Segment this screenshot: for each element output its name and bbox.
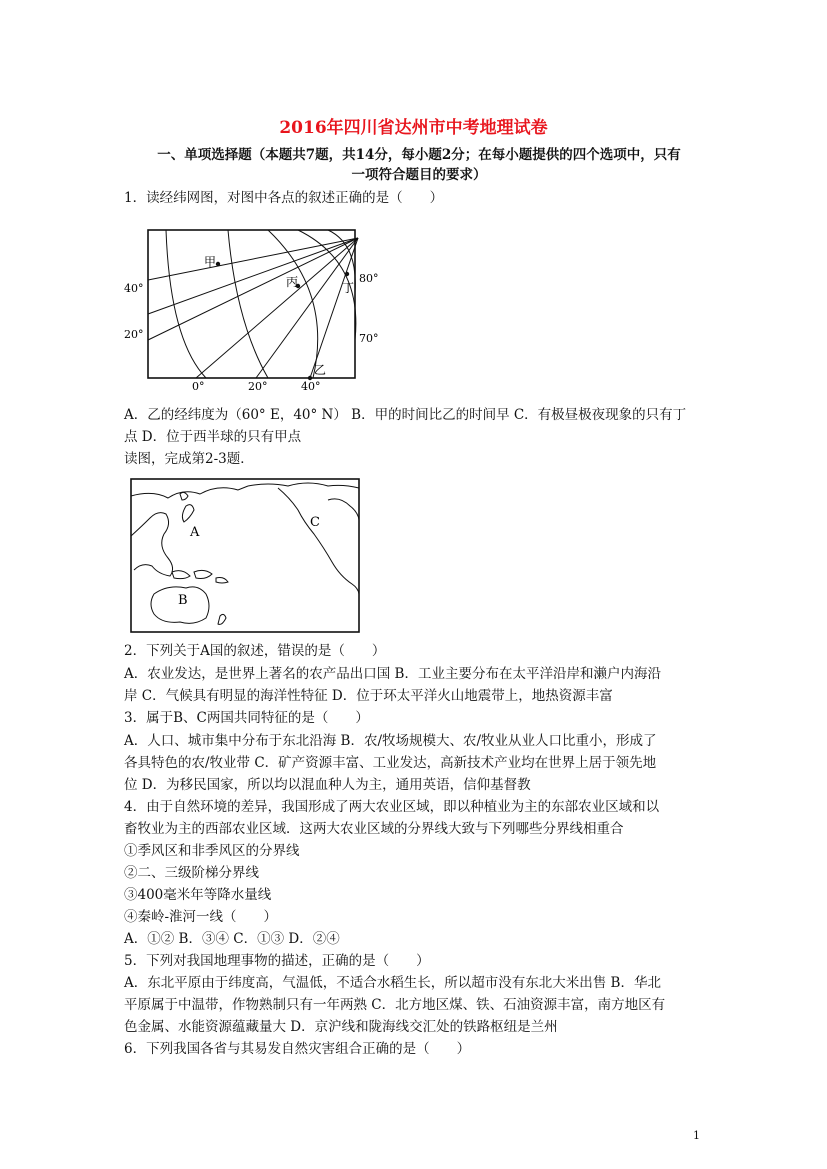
label-ding: 丁 [342, 281, 355, 295]
q1-options-line2: 点 D．位于西半球的只有甲点 [124, 429, 302, 445]
island-outline [194, 570, 212, 578]
section-heading-line2: 一项符合题目的要求） [351, 167, 487, 183]
q1-options-line1: A．乙的经纬度为（60° E，40° N） B．甲的时间比乙的时间早 C．有极昼极夜现象的只有丁 [124, 407, 687, 423]
parallel-arc [228, 230, 268, 378]
coast-detail [328, 499, 359, 520]
q6-stem: 6．下列我国各省与其易发自然灾害组合正确的是（ ） [124, 1041, 471, 1057]
point-jia [216, 262, 220, 266]
label-lat70: 70° [359, 332, 379, 345]
q5-options-line1: A．东北平原由于纬度高，气温低，不适合水稻生长，所以超市没有东北大米出售 B．华北 [124, 975, 661, 991]
label-lat80: 80° [359, 272, 379, 285]
q4-item3: ③400毫米年等降水量线 [124, 887, 272, 903]
page-title: 2016年四川省达州市中考地理试卷 [279, 118, 548, 138]
q4-item1: ①季风区和非季风区的分界线 [124, 843, 300, 859]
page-number: 1 [693, 1129, 700, 1142]
label-lon0: 0° [192, 380, 205, 393]
q3-options-line1: A．人口、城市集中分布于东北沿海 B．农/牧场规模大、农/牧业从业人口比重小，形成了 [124, 733, 657, 749]
asia-east-coastline [131, 513, 173, 576]
q5-stem: 5．下列对我国地理事物的描述，正确的是（ ） [124, 953, 430, 969]
q3-options-line3: 位 D．为移民国家，所以均以混血种人为主，通用英语，信仰基督教 [124, 777, 531, 793]
q3-options-line2: 各具特色的农/牧业带 C．矿产资源丰富、工业发达，高新技术产业均在世界上居于领先地 [124, 755, 657, 771]
q5-options-line3: 色金属、水能资源蕴藏量大 D．京沪线和陇海线交汇处的铁路枢纽是兰州 [124, 1019, 558, 1035]
label-lon20: 20° [248, 380, 268, 393]
label-country-b: B [178, 593, 188, 608]
parallel-arc [166, 230, 206, 378]
label-country-a: A [190, 525, 200, 540]
pacific-map-figure [128, 476, 364, 636]
q4-item2: ②二、三级阶梯分界线 [124, 865, 259, 881]
japan-outline [182, 505, 194, 522]
q2-stem: 2．下列关于A国的叙述，错误的是（ ） [124, 643, 386, 659]
section-heading-line1: 一、单项选择题（本题共7题，共14分，每小题2分；在每小题提供的四个选项中，只有 [157, 147, 681, 163]
q5-options-line2: 平原属于中温带，作物熟制只有一年两熟 C．北方地区煤、铁、石油资源丰富，南方地区有 [124, 997, 666, 1013]
meridian-line [148, 238, 358, 340]
label-lat20: 20° [124, 328, 144, 341]
label-yi: 乙 [314, 363, 327, 377]
q1-stem: 1．读经纬网图，对图中各点的叙述正确的是（ ） [124, 190, 444, 206]
label-lon40: 40° [301, 380, 321, 393]
meridian-line [256, 238, 358, 378]
q2-options-line1: A．农业发达，是世界上著名的农产品出口国 B．工业主要分布在太平洋沿岸和濑户内海沿 [124, 666, 661, 682]
q4-options: A．①② B．③④ C．①③ D．②④ [124, 931, 340, 947]
meridian-line [148, 238, 358, 280]
island-outline [216, 578, 228, 584]
q2-options-line2: 岸 C．气候具有明显的海洋性特征 D．位于环太平洋火山地震带上，地热资源丰富 [124, 688, 613, 704]
island-outline [172, 571, 190, 579]
q4-stem-line1: 4．由于自然环境的差异，我国形成了两大农业区域，即以种植业为主的东部农业区域和以 [124, 799, 660, 815]
label-lat40: 40° [124, 282, 144, 295]
label-bing: 丙 [286, 275, 299, 289]
north-america-north-coast [248, 483, 359, 488]
q4-item4: ④秦岭-淮河一线（ ） [124, 909, 278, 925]
map-frame [131, 479, 359, 632]
q3-stem: 3．属于B、C两国共同特征的是（ ） [124, 710, 369, 726]
figure-frame [148, 230, 355, 378]
asia-coastline [131, 486, 248, 498]
japan-north-outline [180, 492, 188, 500]
label-country-c: C [310, 515, 320, 530]
q4-stem-line2: 畜牧业为主的西部农业区域．这两大农业区域的分界线大致与下列哪些分界线相重合 [124, 821, 624, 837]
graticule-figure [118, 222, 380, 394]
point-ding [345, 272, 349, 276]
new-zealand-outline [218, 614, 226, 624]
north-america-west-coast [278, 488, 359, 594]
intro-questions-2-3: 读图，完成第2-3题． [124, 451, 254, 467]
label-jia: 甲 [204, 255, 217, 269]
